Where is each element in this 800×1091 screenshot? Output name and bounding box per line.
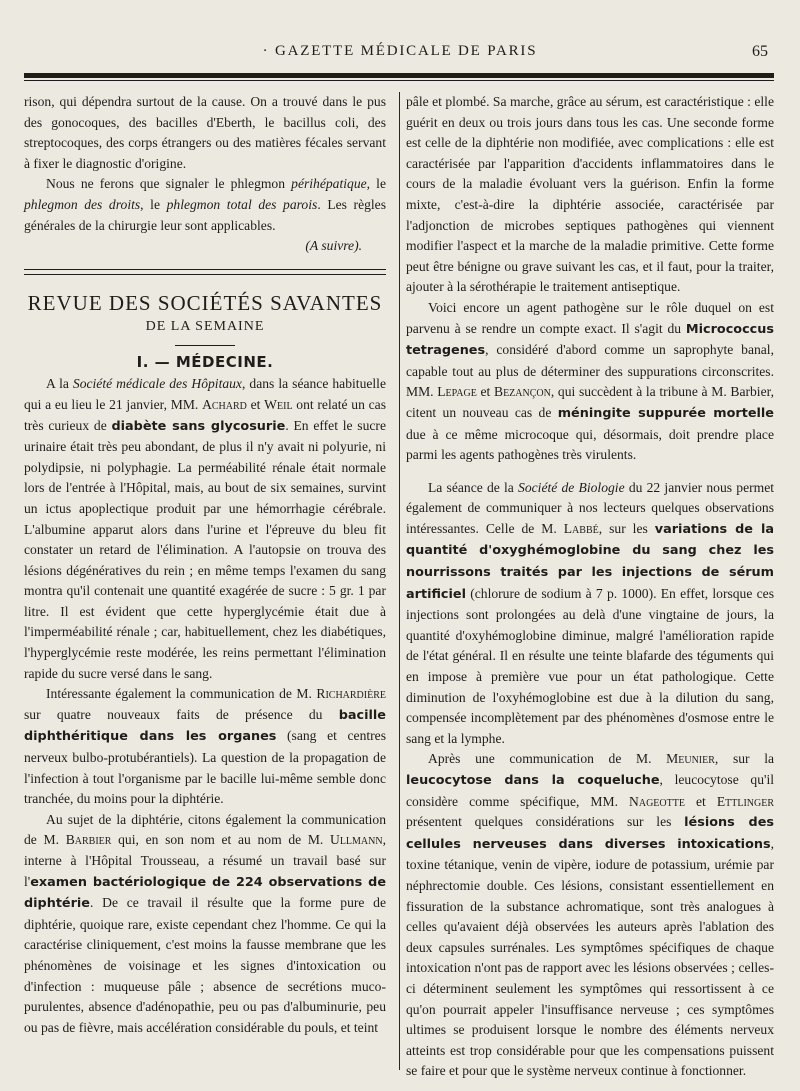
author-name: Achard <box>202 396 247 412</box>
short-rule <box>175 345 235 346</box>
text-run: présentent quelques considérations sur les <box>406 814 685 830</box>
running-title: · GAZETTE MÉDICALE DE PARIS <box>262 43 538 59</box>
text-run: du 22 janvier nous permet également de communiquer à nos lecteurs quelques observations intéressantes. Celle de M. <box>406 479 775 536</box>
left-column <box>24 92 386 1038</box>
bold-term: leucocytose dans la coqueluche <box>406 773 660 788</box>
bold-term: bacille diphthéritique dans les organes <box>24 707 386 745</box>
page-number: 65 <box>752 43 768 60</box>
italic-term: périhépatique <box>291 176 367 192</box>
author-name: Bezançon <box>494 384 551 400</box>
bold-term: diabète sans glycosurie <box>111 418 286 434</box>
paragraph-gap <box>406 466 774 478</box>
bold-term: lésions des cellules nerveuses dans diverses intoxications <box>406 815 775 852</box>
author-name: Nageotte <box>629 793 685 809</box>
text-run: Voici encore un agent pathogène sur le rôle duquel on est parvenu à se rendre un compte exact. Il s'agit du <box>406 299 774 336</box>
section-subtitle: DE LA SEMAINE <box>145 318 265 334</box>
author-name: Meunier <box>666 751 715 767</box>
author-name: Lepage <box>437 384 477 400</box>
text-run: , qui succèdent à la tribune à M. Barbier, citent un nouveau cas de <box>406 384 774 420</box>
text-run: La séance de la <box>428 479 519 495</box>
section-title: REVUE DES SOCIÉTÉS SAVANTES <box>27 290 383 315</box>
text-run: (chlorure de sodium à 7 p. 1000). En effet, lorsque ces injections sont prolongées au delà d'une vingtaine de jours, la quantité d'oxyhémoglobine diminue, malgré l'amélioration rapide de l'état général. Il en résulte une teinte blafarde des téguments qui en impose à première vue pour un état pathologique. Cette diminution de l'oxyhémoglobine est due à la dilution du sang, compensée incomplètement par des phénomènes d'osmose entre le sang et la lymphe. <box>406 585 774 746</box>
author-name: Barbier <box>65 832 112 848</box>
right-column <box>406 92 774 1082</box>
column-separator <box>399 92 400 1070</box>
text-run: A la <box>46 376 73 392</box>
text-run: , dans la séance habituelle qui a eu lieu le 21 janvier, MM. <box>24 376 386 412</box>
bold-term: examen bactériologique de 224 observations de diphtérie <box>24 874 386 912</box>
text-run: , sur les <box>598 520 655 536</box>
diphteria-forms-paragraph: pâle et plombé. Sa marche, grâce au sérum, est caractéristique : elle guérit en deux ou trois jours dans tous les cas. Une seconde forme est celle de la diphtérie non modifiée, avec complications : elle est caractérisée par l'apparition d'accidents inflammatoires dans le cours de la maladie évoluant vers la guérison. Enfin la forme mixte, c'est-à-dire la diphtérie associée, caractérisée par l'adjonction de microbes septiques pathogènes qui viennent modifier l'aspect et la marche de la maladie primitive. Cette forme peut être bénigne ou grave suivant les cas, et il faut, pour la traiter, ajouter à la sérothérapie le traitement antiseptique. <box>406 94 774 295</box>
page-header <box>24 34 776 62</box>
text-run: (sang et centres nerveux bulbo-protubérantiels). La question de la propagation de l'infection à tout l'organisme par le bacille lui-même semble donc tranchée, du moins pour la diphtérie. <box>24 728 386 807</box>
suivre-text: (A suivre). <box>305 238 362 254</box>
text-run: et <box>684 793 717 809</box>
text-run: Après une communication de M. <box>428 751 667 767</box>
italic-term: phlegmon total des parois <box>166 196 318 212</box>
text-run: , leucocytose qu'il considère comme spécifique, MM. <box>406 772 774 809</box>
header-rule-thick <box>24 73 774 78</box>
author-name: Ettlinger <box>716 793 774 809</box>
richardiere-paragraph <box>24 684 386 810</box>
text-run: qui, en son nom et au nom de M. <box>111 832 330 848</box>
bold-term: méningite suppurée mortelle <box>557 405 774 421</box>
bold-term: variations de la quantité d'oxyghémoglobine du sang chez les nourrissons traités par les injections de sérum artificiel <box>406 521 775 602</box>
micrococcus-paragraph <box>406 298 774 466</box>
author-name: Ullmann <box>330 832 383 848</box>
text-run: due à ce même microcoque qui, désormais, doit prendre place parmi les agents pathogènes très virulents. <box>406 426 774 463</box>
barbier-paragraph <box>24 810 386 1039</box>
text-run: , interne à l'Hôpital Trousseau, a résumé un travail basé sur l' <box>24 832 386 889</box>
italic-term: phlegmon des droits <box>24 196 141 212</box>
section-divider <box>24 269 386 275</box>
text-run: Au sujet de la diphtérie, citons également la communication de M. <box>24 811 386 848</box>
text-run: , considéré d'abord comme un saprophyte banal, capable tout au plus de déterminer des suppurations circonscrites. MM. <box>406 342 774 400</box>
achard-paragraph <box>24 374 386 684</box>
text-run: , toxine tétanique, venin de vipère, iodure de potassium, urémie par néphrectomie double. Ces lésions, consistant essentiellement en fissuration de la substance achromatique, sont très analogues à celles qu'avaient déjà observées les auteurs après l'ablation des deux capsules surrénales. Les symptômes spécifiques de chaque intoxication n'ont pas de rapport avec les lésions observées ; celles-ci déterminent seulement les symptômes qui ressortissent à ce qu'on pourrait appeler l'insuffisance nerveuse ; ces symptômes ultimes se produisent lorsque le nombre des éléments nerveux atteints est trop considérable pour que les compensations puissent se faire et pour que le système nerveux continue à fonctionner. <box>406 835 774 1079</box>
author-name: Richardière <box>316 686 386 702</box>
text-run: et <box>246 396 265 412</box>
text-run: sur quatre nouveaux faits de présence du <box>24 706 339 722</box>
text-run: , le <box>140 196 167 212</box>
text-run: . De ce travail il résulte que la forme pure de diphtérie, quoique rare, existe cependant chez l'homme. Ce qui la caractérise cliniquement, c'est moins la fausse membrane que les phénomènes de voisinage et les signes d'intoxication ou d'infection : muqueuse pâle ; absence de secrétions muco-purulentes, absence d'adénopathie, peu ou pas d'albuminurie, peu ou pas de fièvre, mais accélération considérable du pouls, et teint <box>24 895 386 1035</box>
text-run: et <box>476 384 494 400</box>
text-run: , sur la <box>714 751 774 767</box>
author-name: Weil <box>264 396 293 412</box>
text-run: Nous ne ferons que signaler le phlegmon <box>46 176 292 192</box>
phlegmon-paragraph <box>24 174 386 236</box>
author-name: Labbé <box>563 520 599 536</box>
text-run: , le <box>366 176 386 192</box>
intro-paragraph: rison, qui dépendra surtout de la cause. On a trouvé dans le pus des gonocoques, des bacilles d'Eberth, le bacillus coli, des streptocoques, des corps étrangers ou des matières fécales servant à fixer le diagnostic d'origine. <box>24 94 386 171</box>
text-run: Intéressante également la communication de M. <box>46 686 317 702</box>
text-run: . En effet le sucre urinaire était très peu abondant, de plus il n'y avait ni polyurie, ni polydipsie, ni polyphagie. La perméabilité rénale était normale lors de l'entrée à l'Hôpital, mais, au bout de six semaines, survint un ictus apoplectique produit par une hémorrhagie cérébrale. L'albumine apparut alors dans l'urine et l'épreuve du bleu fit constater un retard de l'élimination. A l'autopsie on trouva des lésions dégénératives du rein ; en même temps l'examen du sang montra qu'il contenait une quantité exagérée de sucre : 5 gr. 1 par litre. Il est évident que cette hyperglycémie était due à l'imperméabilité rénale ; car, habituellement, chez les diabétiques, l'hyperglycémie reste modérée, les reins permettant l'élimination rapide du sucre versé dans le sang. <box>24 417 386 681</box>
italic-term: Société médicale des Hôpitaux <box>72 376 242 392</box>
to-be-continued <box>24 236 386 257</box>
header-rule-thin <box>24 80 774 81</box>
section-heading: I. — MÉDECINE. <box>136 352 274 371</box>
meunier-paragraph <box>406 749 774 1082</box>
text-run: ont relaté un cas très curieux de <box>24 396 386 433</box>
biologie-paragraph <box>406 478 774 750</box>
italic-term: Société de Biologie <box>518 479 625 495</box>
text-run: . Les règles générales de la chirurgie leur sont applicables. <box>24 196 386 233</box>
bold-term: Micrococcus tetragenes <box>406 321 774 359</box>
